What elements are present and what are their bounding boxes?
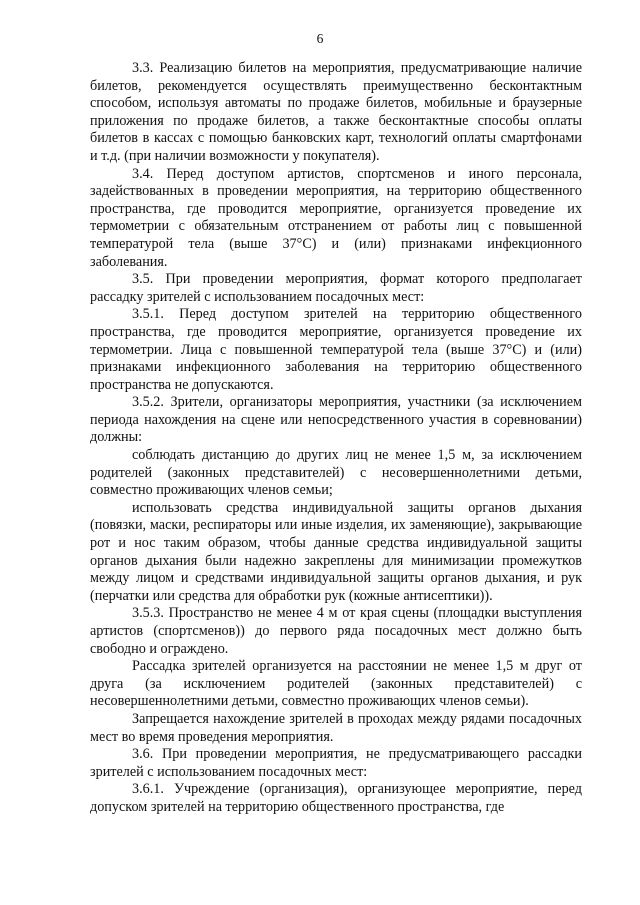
paragraph-protection-rule: использовать средства индивидуальной защиты органов дыхания (повязки, маски, респираторы или иные изделия, их заменяющие), закрывающие рот и нос таким образом, чтобы данные средства индивидуальной защиты органов дыхания были надежно закреплены для минимизации промежутков между лицом и средствами индивидуальной защиты органов дыхания, и рук (перчатки или средства для обработки рук (кожные антисептики)). [90, 499, 582, 604]
paragraph-3-5: 3.5. При проведении мероприятия, формат которого предполагает рассадку зрителей с использованием посадочных мест: [90, 271, 582, 305]
paragraph-3-5-3: 3.5.3. Пространство не менее 4 м от края сцены (площадки выступления артистов (спортсменов)) до первого ряда посадочных мест должно быть свободно и ограждено. [90, 605, 582, 657]
page-number: 6 [316, 31, 324, 46]
paragraph-distance-rule: соблюдать дистанцию до других лиц не менее 1,5 м, за исключением родителей (законных представителей) с несовершеннолетними детьми, совместно проживающих членов семьи; [90, 447, 582, 499]
paragraph-3-5-1: 3.5.1. Перед доступом зрителей на территорию общественного пространства, где проводится мероприятие, организуется проведение их термометрии. Лица с повышенной температурой тела (выше 37°С) и (или) признаками инфекционного заболевания на территорию общественного пространства не допускаются. [90, 306, 582, 393]
paragraph-aisle-prohibition: Запрещается нахождение зрителей в проходах между рядами посадочных мест во время проведения мероприятия. [90, 710, 582, 745]
document-body [90, 60, 582, 817]
paragraph-3-6: 3.6. При проведении мероприятия, не предусматривающего рассадки зрителей с использованием посадочных мест: [90, 746, 582, 780]
paragraph-3-5-2: 3.5.2. Зрители, организаторы мероприятия, участники (за исключением периода нахождения на сцене или непосредственного участия в соревновании) должны: [90, 394, 582, 446]
paragraph-3-3: 3.3. Реализацию билетов на мероприятия, предусматривающие наличие билетов, рекомендуется осуществлять преимущественно бесконтактным способом, используя автоматы по продаже билетов, мобильные и браузерные приложения по продаже билетов, а также бесконтактные способы оплаты билетов в кассах с помощью банковских карт, технологий оплаты смартфонами и т.д. (при наличии возможности у покупателя). [90, 60, 582, 164]
paragraph-3-6-1: 3.6.1. Учреждение (организация), организующее мероприятие, перед допуском зрителей на территорию общественного пространства, где [90, 781, 582, 815]
paragraph-seating-distance: Рассадка зрителей организуется на расстоянии не менее 1,5 м друг от друга (за исключением родителей (законных представителей) с несовершеннолетними детьми, совместно проживающих членов семьи). [90, 658, 582, 710]
paragraph-3-4: 3.4. Перед доступом артистов, спортсменов и иного персонала, задействованных в проведении мероприятия, на территорию общественного пространства, где проводится мероприятие, организуется проведение их термометрии с обязательным отстранением от работы лиц с повышенной температурой тела (выше 37°С) и (или) признаками инфекционного заболевания. [90, 165, 582, 270]
